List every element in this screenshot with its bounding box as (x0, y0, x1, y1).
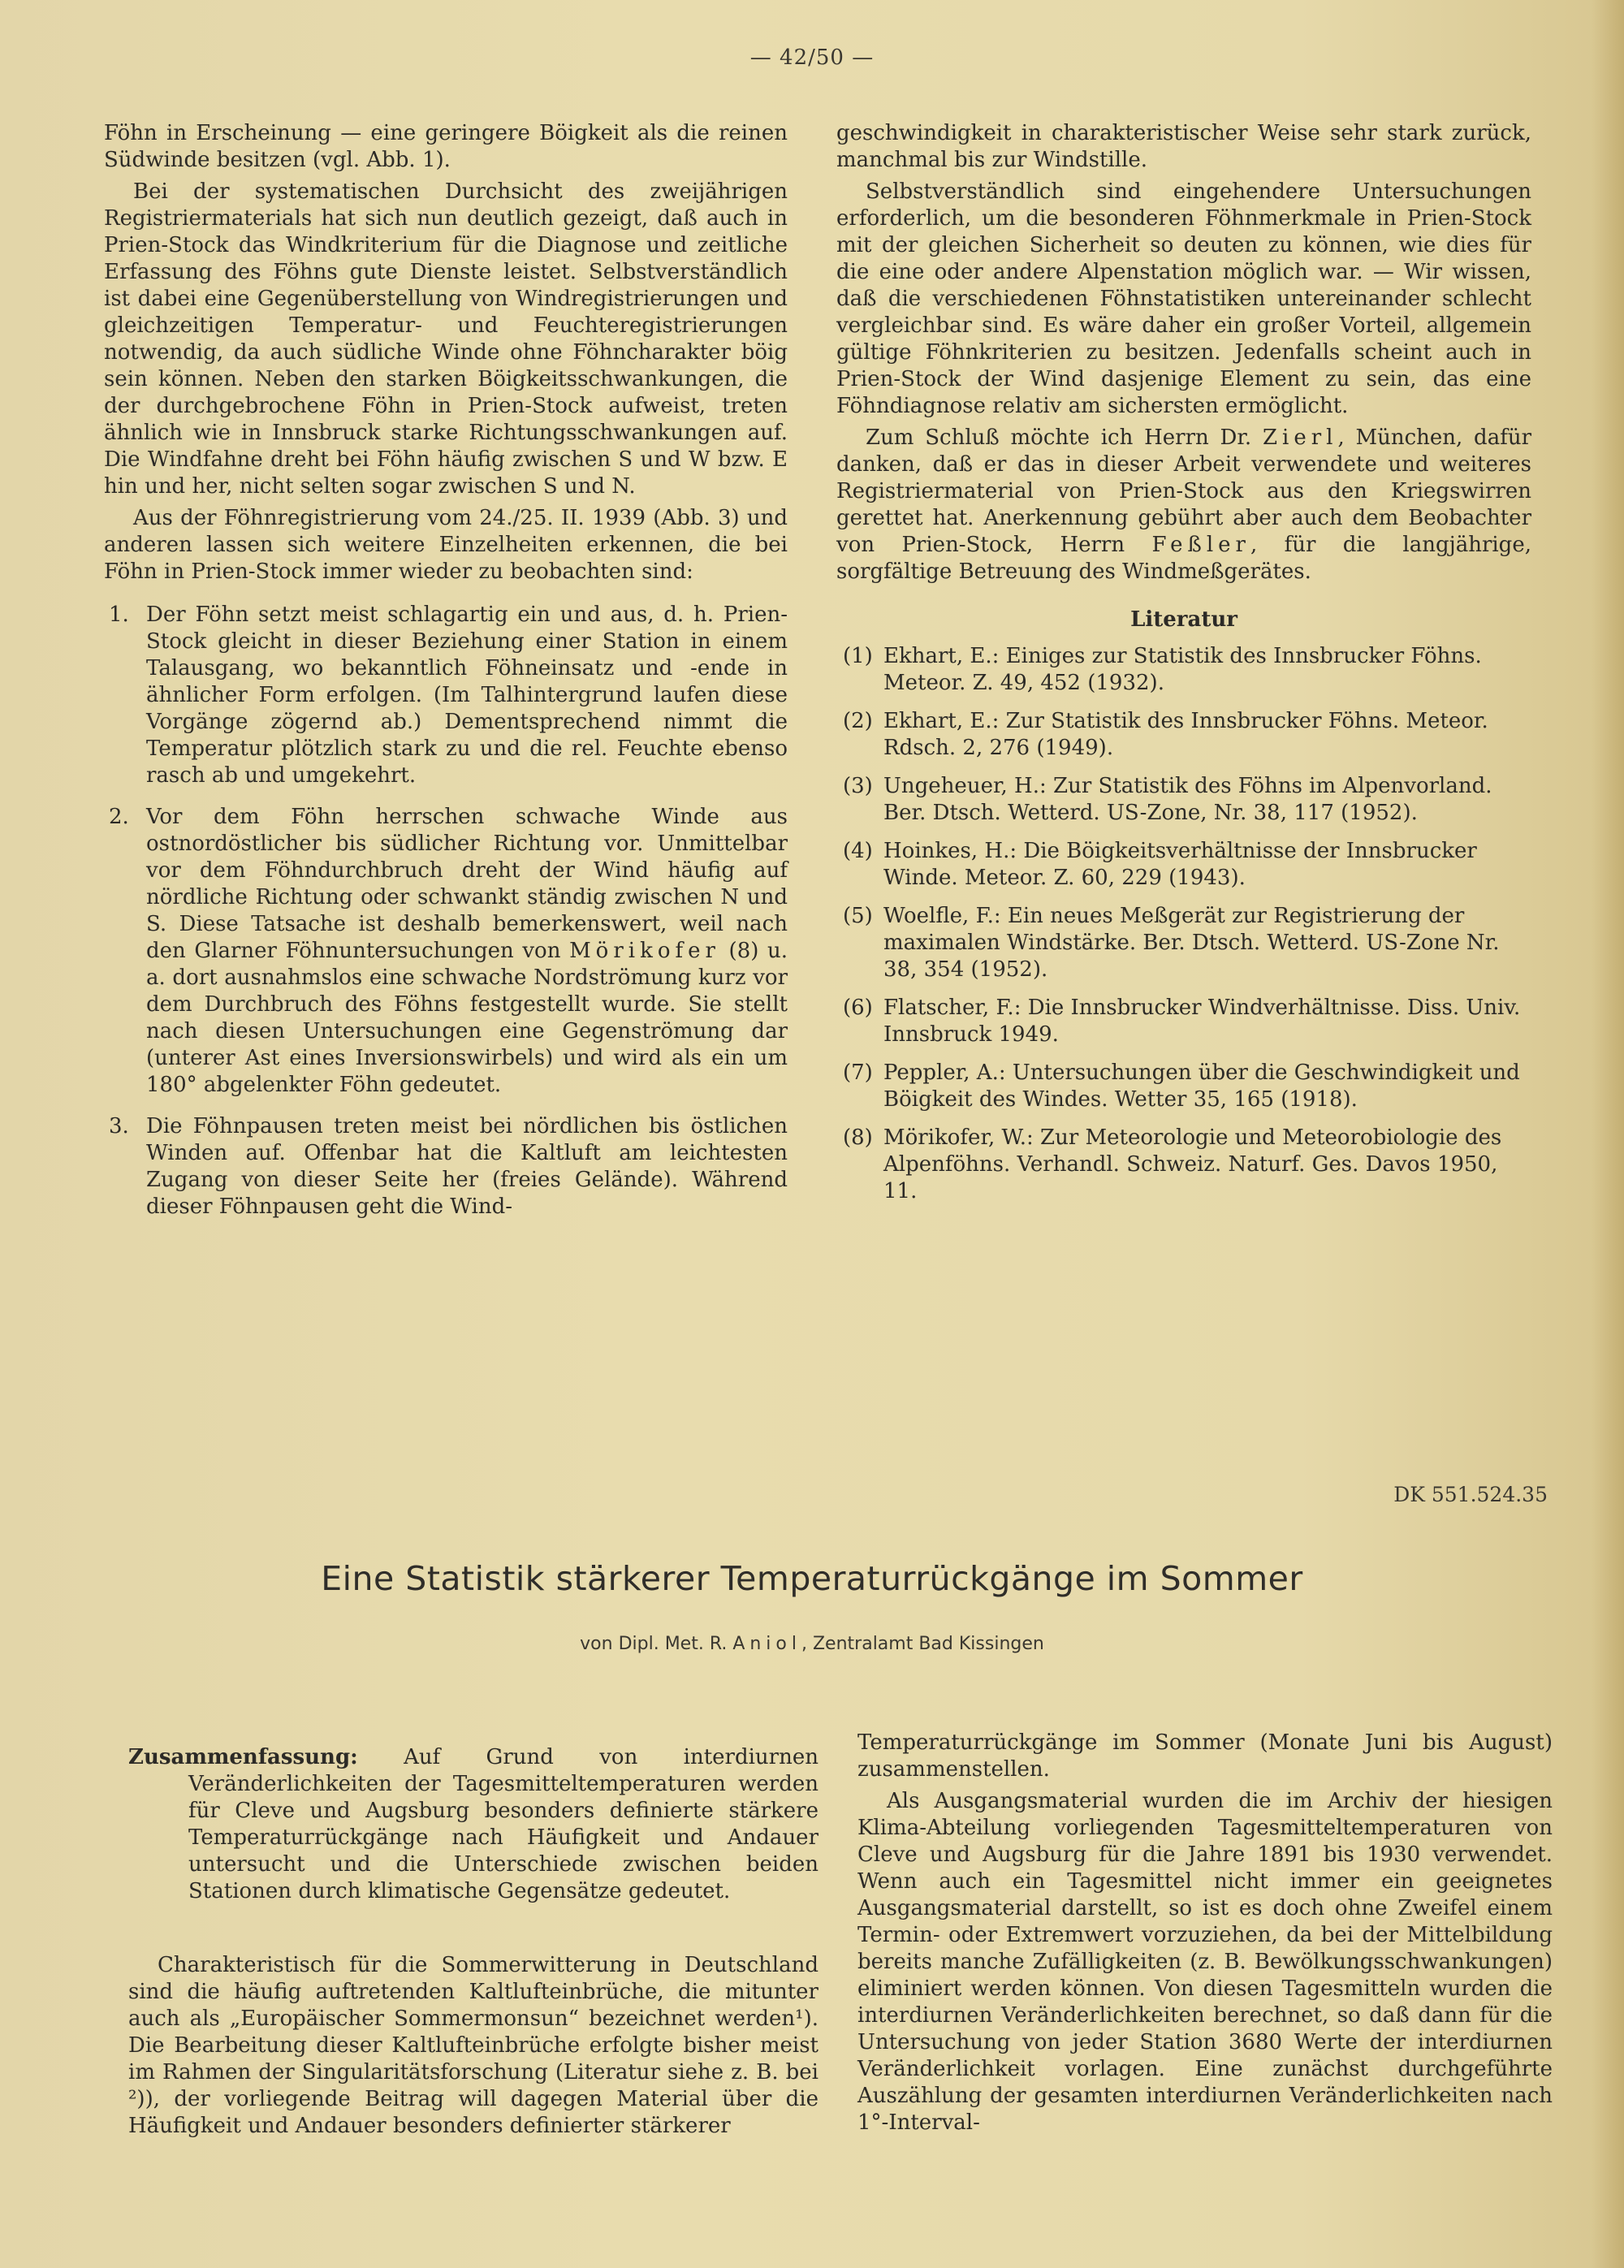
summary-text: Auf Grund von interdiurnen Veränderlichkeiten der Tagesmitteltemperaturen werden für Cleve und Augsburg besonders definierte stärkere Temperaturrückgänge nach Häufigkeit und Andauer untersucht und die Unterschiede zwischen beiden Stationen durch klimatische Gegensätze gedeutet. (188, 1745, 818, 1903)
column-top-right (836, 120, 1531, 1216)
author-name-spaced: Mörikofer (569, 939, 720, 963)
reference-item (836, 1125, 1531, 1205)
reference-item (836, 1060, 1531, 1113)
paragraph-text: , München, dafür danken, daß er das in dieser Arbeit verwendete und weiteres Registriermaterial von Prien-Stock aus den Kriegswirren gerettet hat. Anerkennung gebührt aber auch dem Beobachter von Prien-Stock, Herrn (836, 426, 1531, 557)
paragraph-text: , für die langjährige, sorgfältige Betreuung des Windmeßgerätes. (836, 533, 1531, 584)
reference-number: (6) (843, 996, 873, 1020)
reference-item (836, 708, 1531, 762)
paragraph: geschwindigkeit in charakteristischer Weise sehr stark zurück, manchmal bis zur Windstille. (836, 121, 1531, 172)
paragraph: Föhn in Erscheinung — eine geringere Böigkeit als die reinen Südwinde besitzen (vgl. Abb. 1). (104, 121, 788, 172)
paragraph: Charakteristisch für die Sommerwitterung in Deutschland sind die häufig auftretenden Kaltlufteinbrüche, die mitunter auch als „Europäischer Sommermonsun“ bezeichnet werden¹). Die Bearbeitung dieser Kaltlufteinbrüche erfolgte bisher meist im Rahmen der Singularitätsforschung (Literatur siehe z. B. bei ²)), der vorliegende Beitrag will dagegen Material über die Häufigkeit und Andauer besonders definierter stärkerer (128, 1953, 818, 2138)
summary-paragraph (128, 1744, 818, 1905)
reference-text: Hoinkes, H.: Die Böigkeitsverhältnisse der Innsbrucker Winde. Meteor. Z. 60, 229 (1943). (883, 839, 1477, 890)
reference-text: Ungeheuer, H.: Zur Statistik des Föhns im Alpenvorland. Ber. Dtsch. Wetterd. US-Zone, Nr. 38, 117 (1952). (883, 774, 1492, 825)
page-edge-shadow (1592, 0, 1624, 2268)
byline-text: von Dipl. Met. R. (580, 1634, 733, 1654)
paragraph (836, 425, 1531, 585)
dk-classification-number: DK 551.524.35 (1393, 1483, 1548, 1506)
page-number: — 42/50 — (749, 45, 875, 70)
list-item-text: Der Föhn setzt meist schlagartig ein und aus, d. h. Prien-Stock gleicht in dieser Beziehung einer Station in einem Talausgang, wo bekanntlich Föhneinsatz und -ende in ähnlicher Form erfolgen. (Im Talhintergrund laufen diese Vorgänge zögernd ab.) Dementsprechend nimmt die Temperatur plötzlich stark zu und die rel. Feuchte ebenso rasch ab und umgekehrt. (146, 603, 788, 788)
reference-number: (8) (843, 1125, 873, 1150)
reference-number: (1) (843, 644, 873, 668)
reference-item (836, 838, 1531, 892)
person-name-spaced: Feßler (1151, 533, 1250, 557)
reference-number: (3) (843, 774, 873, 798)
article-title: Eine Statistik stärkerer Temperaturrückgänge im Sommer (321, 1559, 1303, 1598)
reference-list (836, 643, 1531, 1205)
paragraph-text: Zum Schluß möchte ich Herrn Dr. (866, 426, 1263, 450)
reference-number: (4) (843, 839, 873, 863)
observation-list (104, 602, 788, 1220)
list-item-number: 1. (109, 603, 129, 627)
reference-item (836, 773, 1531, 827)
reference-text: Ekhart, E.: Zur Statistik des Innsbrucker Föhns. Meteor. Rdsch. 2, 276 (1949). (883, 709, 1488, 760)
list-item-text: Die Föhnpausen treten meist bei nördlichen bis östlichen Winden auf. Offenbar hat die Kaltluft am leichtesten Zugang von dieser Seite her (freies Gelände). Während dieser Föhnpausen geht die Wind- (146, 1114, 788, 1219)
list-item-text: Vor dem Föhn herrschen schwache Winde aus ostnordöstlicher bis südlicher Richtung vor. Unmittelbar vor dem Föhndurchbruch dreht der Wind häufig auf nördliche Richtung oder schwankt ständig zwischen N und S. Diese Tatsache ist deshalb bemerkenswert, weil nach den Glarner Föhnuntersuchungen von (146, 805, 788, 963)
reference-number: (5) (843, 904, 873, 928)
reference-text: Mörikofer, W.: Zur Meteorologie und Meteorobiologie des Alpenföhns. Verhandl. Schweiz. Naturf. Ges. Davos 1950, 11. (883, 1125, 1502, 1203)
list-item-number: 2. (109, 805, 129, 829)
reference-text: Ekhart, E.: Einiges zur Statistik des Innsbrucker Föhns. Meteor. Z. 49, 452 (1932). (883, 644, 1482, 695)
reference-item (836, 643, 1531, 697)
paragraph: Bei der systematischen Durchsicht des zweijährigen Registriermaterials hat sich nun deutlich gezeigt, daß auch in Prien-Stock das Windkriterium für die Diagnose und zeitliche Erfassung des Föhns gute Dienste leistet. Selbstverständlich ist dabei eine Gegenüberstellung von Windregistrierungen und gleichzeitigen Temperatur- und Feuchteregistrierungen notwendig, da auch südliche Winde ohne Föhncharakter böig sein können. Neben den starken Böigkeitsschwankungen, die der durchgebrochene Föhn in Prien-Stock aufweist, treten ähnlich wie in Innsbruck starke Richtungsschwankungen auf. Die Windfahne dreht bei Föhn häufig zwischen S und W bzw. E hin und her, nicht selten sogar zwischen S und N. (104, 179, 788, 499)
column-bottom-right (857, 1730, 1553, 2136)
paragraph: Als Ausgangsmaterial wurden die im Archiv der hiesigen Klima-Abteilung vorliegenden Tagesmitteltemperaturen von Cleve und Augsburg für die Jahre 1891 bis 1930 verwendet. Wenn auch ein Tagesmittel nicht immer ein geeignetes Ausgangsmaterial darstellt, so ist es doch ohne Zweifel einem Termin- oder Extremwert vorzuziehen, da bei der Mittelbildung bereits manche Zufälligkeiten (z. B. Bewölkungsschwankungen) eliminiert werden können. Von diesen Tagesmitteln wurden die interdiurnen Veränderlichkeiten berechnet, so daß dann für die Untersuchung von jeder Station 3680 Werte der interdiurnen Veränderlichkeit vorlagen. Eine zunächst durchgeführte Auszählung der gesamten interdiurnen Veränderlichkeiten nach 1°-Interval- (857, 1789, 1553, 2135)
list-item-text: (8) u. a. dort ausnahmslos eine schwache Nordströmung kurz vor dem Durchbruch des Föhns festgestellt wurde. Sie stellt nach diesen Untersuchungen eine Gegenströmung dar (unterer Ast eines Inversionswirbels) und wird als ein um 180° abgelenkter Föhn gedeutet. (146, 939, 788, 1097)
column-bottom-left (128, 1744, 818, 2140)
paragraph: Temperaturrückgänge im Sommer (Monate Juni bis August) zusammenstellen. (857, 1730, 1553, 1782)
literatur-heading: Literatur (1130, 607, 1237, 632)
list-item (104, 1113, 788, 1220)
reference-item (836, 903, 1531, 983)
list-item (104, 602, 788, 789)
column-top-left (104, 120, 788, 1235)
list-item (104, 804, 788, 1099)
reference-text: Woelfle, F.: Ein neues Meßgerät zur Registrierung der maximalen Windstärke. Ber. Dtsch. Wetterd. US-Zone Nr. 38, 354 (1952). (883, 904, 1500, 982)
summary-label: Zusammenfassung: (128, 1745, 358, 1769)
byline-text: , Zentralamt Bad Kissingen (801, 1634, 1044, 1654)
paragraph: Selbstverständlich sind eingehendere Untersuchungen erforderlich, um die besonderen Föhnmerkmale in Prien-Stock mit der gleichen Sicherheit so deuten zu können, wie dies für die eine oder andere Alpenstation möglich war. — Wir wissen, daß die verschiedenen Föhnstatistiken untereinander schlecht vergleichbar sind. Es wäre daher ein großer Vorteil, allgemein gültige Föhnkriterien zu besitzen. Jedenfalls scheint auch in Prien-Stock der Wind dasjenige Element zu sein, das eine Föhndiagnose relativ am sichersten ermöglicht. (836, 179, 1531, 418)
author-name-spaced: Aniol (732, 1634, 801, 1654)
article-byline (0, 1634, 1624, 1654)
reference-number: (7) (843, 1061, 873, 1085)
reference-item (836, 995, 1531, 1048)
person-name-spaced: Zierl (1262, 426, 1338, 450)
reference-text: Peppler, A.: Untersuchungen über die Geschwindigkeit und Böigkeit des Windes. Wetter 35, 165 (1918). (883, 1061, 1520, 1112)
reference-number: (2) (843, 709, 873, 733)
paragraph: Aus der Föhnregistrierung vom 24./25. II. 1939 (Abb. 3) und anderen lassen sich weitere Einzelheiten erkennen, die bei Föhn in Prien-Stock immer wieder zu beobachten sind: (104, 506, 788, 584)
reference-text: Flatscher, F.: Die Innsbrucker Windverhältnisse. Diss. Univ. Innsbruck 1949. (883, 996, 1521, 1047)
list-item-number: 3. (109, 1114, 129, 1138)
